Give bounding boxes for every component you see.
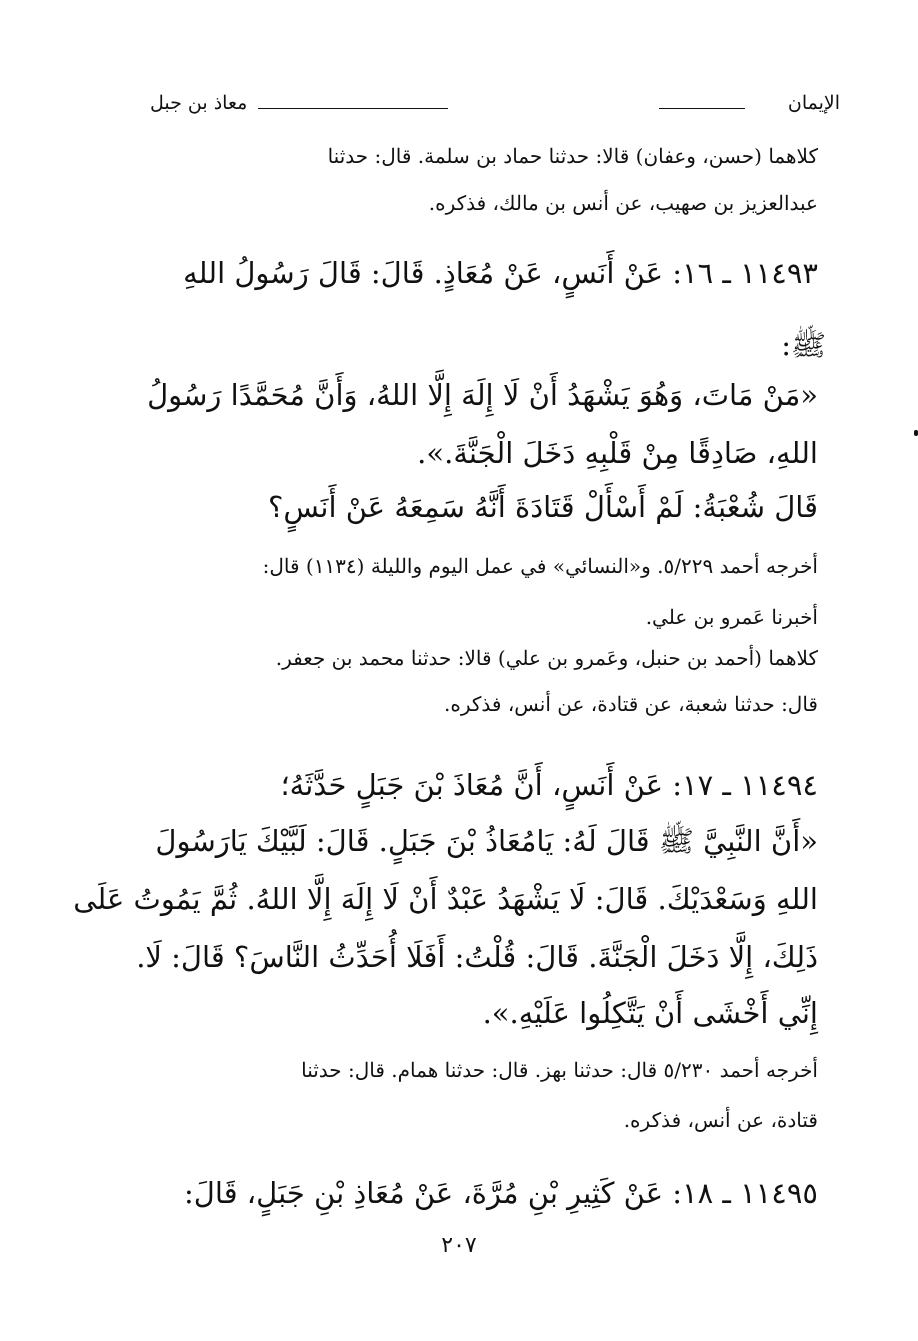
- header-rule: [258, 108, 448, 109]
- takhrij-line: قال: حدثنا شعبة، عن قتادة، عن أنس، فذكره.: [444, 692, 818, 716]
- hadith-text-line: قَالَ شُعْبَةُ: لَمْ أَسْأَلْ قَتَادَةَ أَنَّهُ سَمِعَهُ عَنْ أَنَسٍ؟: [268, 490, 818, 524]
- takhrij-line: أخبرنا عَمرو بن علي.: [645, 605, 818, 629]
- salutation: ﷺ:: [781, 328, 826, 362]
- page-number: ٢٠٧: [441, 1233, 477, 1258]
- running-header: [150, 92, 840, 126]
- hadith-heading: ١١٤٩٥ ـ ١٨: عَنْ كَثِيرِ بْنِ مُرَّةَ، عَنْ مُعَاذِ بْنِ جَبَلٍ، قَالَ:: [184, 1176, 818, 1210]
- chapter-title: الإيمان: [787, 92, 840, 114]
- header-rule: [659, 108, 745, 109]
- hadith-text-line: اللهِ وَسَعْدَيْكَ. قَالَ: لَا يَشْهَدُ عَبْدٌ أَنْ لَا إِلَهَ إِلَّا اللهُ. ثُمَّ يَمُوتُ عَلَى: [73, 882, 818, 916]
- takhrij-line: قتادة، عن أنس، فذكره.: [623, 1108, 818, 1132]
- text-line: عبدالعزيز بن صهيب، عن أنس بن مالك، فذكره.: [428, 191, 818, 215]
- takhrij-line: أخرجه أحمد ٥/٢٢٩. و«النسائي» في عمل اليوم والليلة (١١٣٤) قال:: [262, 554, 818, 578]
- takhrij-line: كلاهما (أحمد بن حنبل، وعَمرو بن علي) قالا: حدثنا محمد بن جعفر.: [275, 646, 818, 670]
- hadith-text-line: ذَلِكَ، إِلَّا دَخَلَ الْجَنَّةَ. قَالَ: قُلْتُ: أَفَلَا أُحَدِّثُ النَّاسَ؟ قَالَ: لَا.: [136, 940, 818, 974]
- hadith-heading: ١١٤٩٣ ـ ١٦: عَنْ أَنَسٍ، عَنْ مُعَاذٍ. قَالَ: قَالَ رَسُولُ اللهِ: [183, 256, 818, 290]
- takhrij-line: أخرجه أحمد ٥/٢٣٠ قال: حدثنا بهز. قال: حدثنا همام. قال: حدثنا: [301, 1058, 818, 1082]
- hadith-text-line: إِنِّي أَخْشَى أَنْ يَتَّكِلُوا عَلَيْهِ.».: [482, 996, 818, 1030]
- text-line: كلاهما (حسن، وعفان) قالا: حدثنا حماد بن سلمة. قال: حدثنا: [327, 144, 818, 168]
- hadith-text-line: اللهِ، صَادِقًا مِنْ قَلْبِهِ دَخَلَ الْجَنَّةَ.».: [417, 436, 818, 470]
- hadith-text-line: «أَنَّ النَّبِيَّ ﷺ قَالَ لَهُ: يَامُعَاذُ بْنَ جَبَلٍ. قَالَ: لَبَّيْكَ يَارَسُولَ: [155, 824, 818, 858]
- section-title: معاذ بن جبل: [150, 92, 248, 114]
- hadith-text-line: «مَنْ مَاتَ، وَهُوَ يَشْهَدُ أَنْ لَا إِلَهَ إِلَّا اللهُ، وَأَنَّ مُحَمَّدًا رَسُولُ: [147, 378, 818, 412]
- hadith-heading: ١١٤٩٤ ـ ١٧: عَنْ أَنَسٍ، أَنَّ مُعَاذَ بْنَ جَبَلٍ حَدَّثَهُ؛: [280, 768, 818, 802]
- scan-speck: [914, 430, 918, 436]
